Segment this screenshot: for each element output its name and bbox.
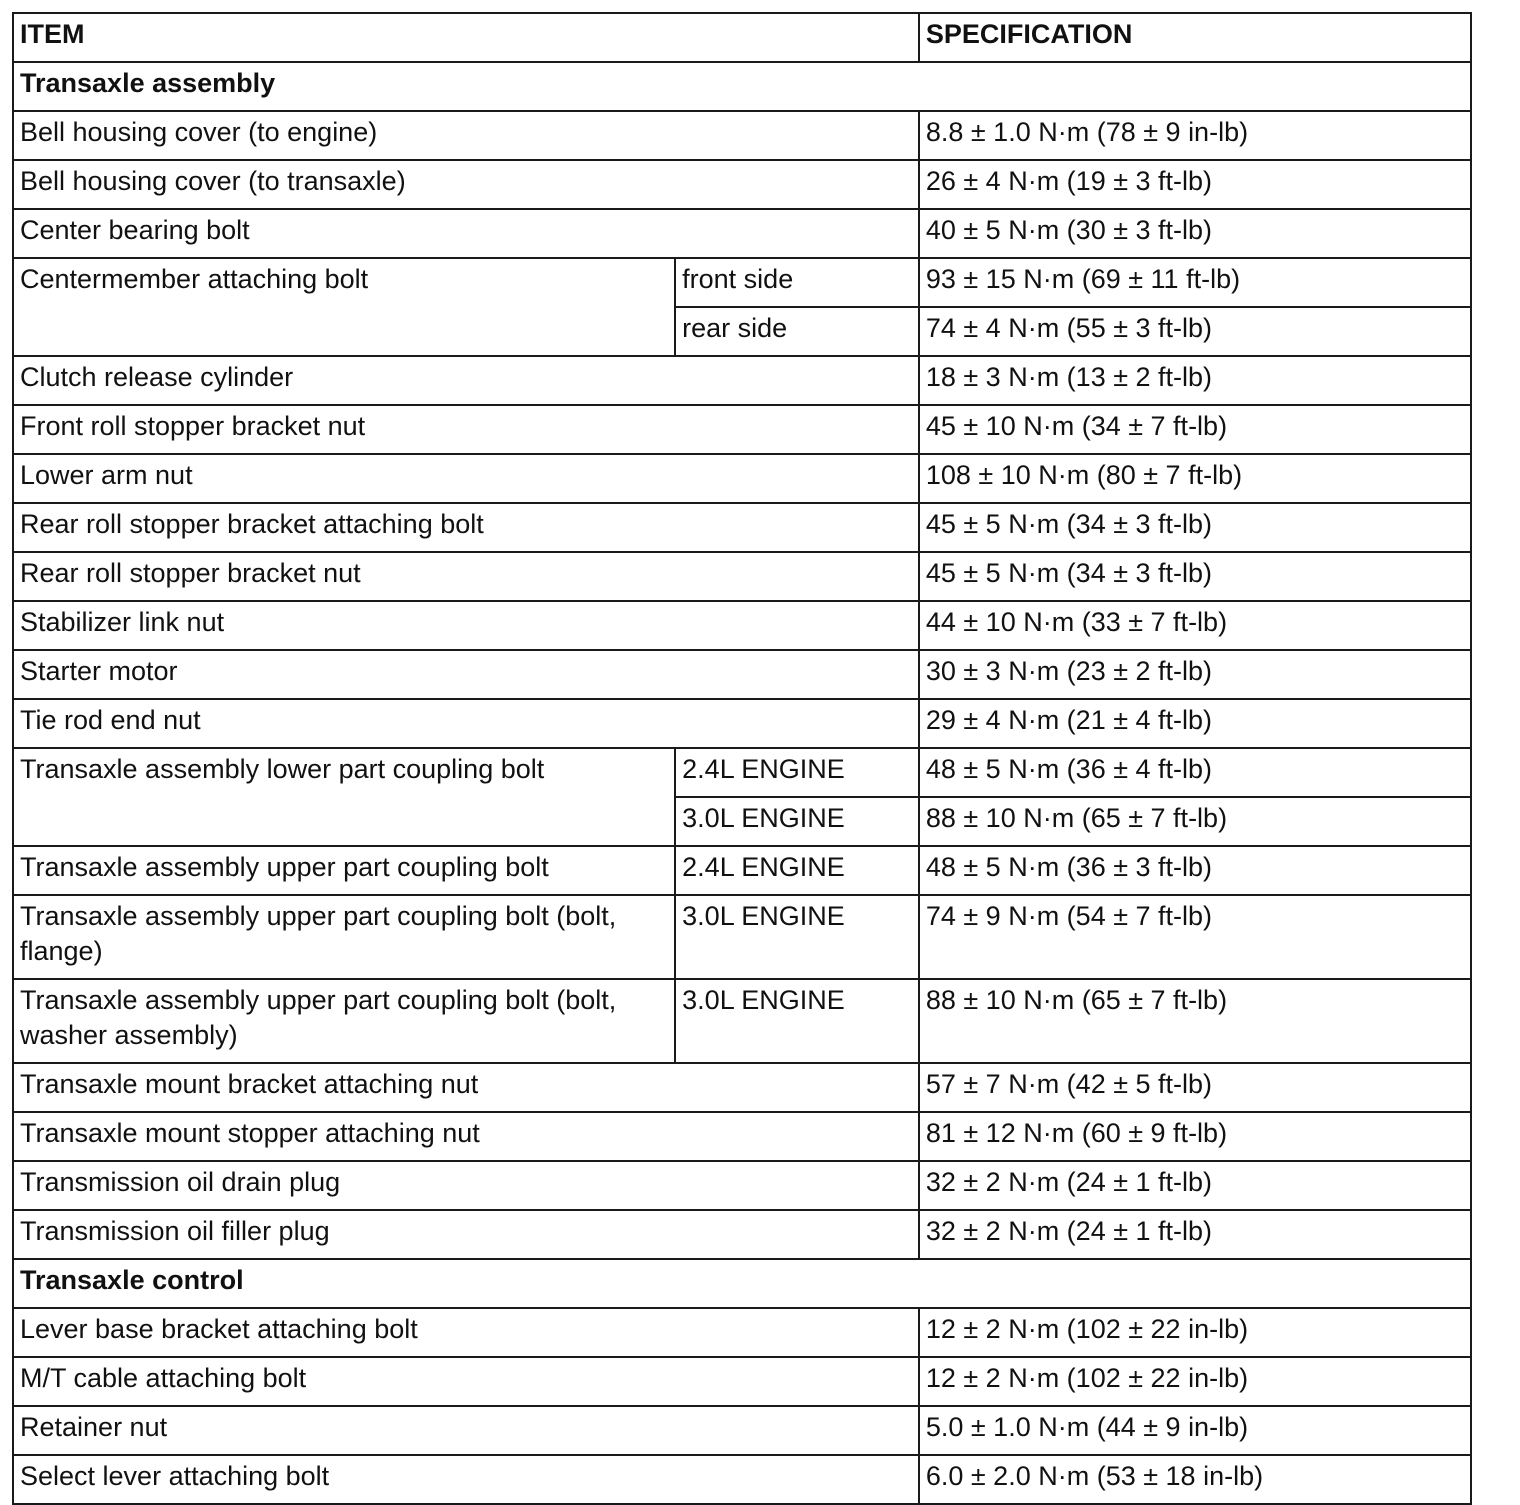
table-row [13, 1210, 1471, 1259]
spec-cell: 29 ± 4 N·m (21 ± 4 ft-lb) [919, 699, 1471, 748]
spec-cell: 45 ± 10 N·m (34 ± 7 ft-lb) [919, 405, 1471, 454]
spec-cell: 12 ± 2 N·m (102 ± 22 in-lb) [919, 1308, 1471, 1357]
item-column-header: ITEM [13, 13, 919, 62]
item-cell: Rear roll stopper bracket attaching bolt [13, 503, 919, 552]
table-row [13, 699, 1471, 748]
item-cell: Select lever attaching bolt [13, 1455, 919, 1504]
spec-cell: 57 ± 7 N·m (42 ± 5 ft-lb) [919, 1063, 1471, 1112]
item-cell: Stabilizer link nut [13, 601, 919, 650]
spec-cell: 88 ± 10 N·m (65 ± 7 ft-lb) [919, 979, 1471, 1063]
table-row [13, 356, 1471, 405]
table-row [13, 209, 1471, 258]
item-cell: Bell housing cover (to transaxle) [13, 160, 919, 209]
condition-cell: rear side [675, 307, 919, 356]
spec-cell: 18 ± 3 N·m (13 ± 2 ft-lb) [919, 356, 1471, 405]
spec-cell: 108 ± 10 N·m (80 ± 7 ft-lb) [919, 454, 1471, 503]
item-cell: Transmission oil drain plug [13, 1161, 919, 1210]
item-cell: Centermember attaching bolt [13, 258, 675, 356]
item-cell: Lower arm nut [13, 454, 919, 503]
spec-cell: 88 ± 10 N·m (65 ± 7 ft-lb) [919, 797, 1471, 846]
item-cell: Lever base bracket attaching bolt [13, 1308, 919, 1357]
spec-cell: 32 ± 2 N·m (24 ± 1 ft-lb) [919, 1210, 1471, 1259]
spec-cell: 26 ± 4 N·m (19 ± 3 ft-lb) [919, 160, 1471, 209]
item-cell: M/T cable attaching bolt [13, 1357, 919, 1406]
spec-cell: 12 ± 2 N·m (102 ± 22 in-lb) [919, 1357, 1471, 1406]
table-row [13, 454, 1471, 503]
item-cell: Clutch release cylinder [13, 356, 919, 405]
item-cell: Transaxle mount stopper attaching nut [13, 1112, 919, 1161]
spec-cell: 74 ± 4 N·m (55 ± 3 ft-lb) [919, 307, 1471, 356]
item-cell: Transaxle assembly lower part coupling bolt [13, 748, 675, 846]
spec-cell: 8.8 ± 1.0 N·m (78 ± 9 in-lb) [919, 111, 1471, 160]
table-row [13, 601, 1471, 650]
item-cell: Transaxle assembly upper part coupling bolt [13, 846, 675, 895]
table-row [13, 1063, 1471, 1112]
item-cell: Transaxle assembly upper part coupling bolt (bolt, flange) [13, 895, 675, 979]
spec-cell: 5.0 ± 1.0 N·m (44 ± 9 in-lb) [919, 1406, 1471, 1455]
table-row [13, 1112, 1471, 1161]
spec-cell: 81 ± 12 N·m (60 ± 9 ft-lb) [919, 1112, 1471, 1161]
section-title: Transaxle control [13, 1259, 1471, 1308]
table-row [13, 650, 1471, 699]
item-cell: Transaxle assembly upper part coupling bolt (bolt, washer assembly) [13, 979, 675, 1063]
item-cell: Rear roll stopper bracket nut [13, 552, 919, 601]
table-row [13, 503, 1471, 552]
torque-spec-table [12, 12, 1472, 1505]
spec-cell: 30 ± 3 N·m (23 ± 2 ft-lb) [919, 650, 1471, 699]
table-row [13, 748, 1471, 797]
condition-cell: 2.4L ENGINE [675, 846, 919, 895]
spec-cell: 93 ± 15 N·m (69 ± 11 ft-lb) [919, 258, 1471, 307]
spec-cell: 48 ± 5 N·m (36 ± 3 ft-lb) [919, 846, 1471, 895]
section-title: Transaxle assembly [13, 62, 1471, 111]
condition-cell: front side [675, 258, 919, 307]
item-cell: Center bearing bolt [13, 209, 919, 258]
table-row [13, 111, 1471, 160]
condition-cell: 3.0L ENGINE [675, 979, 919, 1063]
spec-cell: 44 ± 10 N·m (33 ± 7 ft-lb) [919, 601, 1471, 650]
section-header-row [13, 62, 1471, 111]
table-row [13, 160, 1471, 209]
item-cell: Bell housing cover (to engine) [13, 111, 919, 160]
table-row [13, 1161, 1471, 1210]
condition-cell: 3.0L ENGINE [675, 797, 919, 846]
table-row [13, 1308, 1471, 1357]
item-cell: Transaxle mount bracket attaching nut [13, 1063, 919, 1112]
condition-cell: 3.0L ENGINE [675, 895, 919, 979]
specification-column-header: SPECIFICATION [919, 13, 1471, 62]
spec-table-body [13, 62, 1471, 1504]
item-cell: Retainer nut [13, 1406, 919, 1455]
spec-cell: 45 ± 5 N·m (34 ± 3 ft-lb) [919, 503, 1471, 552]
table-row [13, 895, 1471, 979]
spec-cell: 6.0 ± 2.0 N·m (53 ± 18 in-lb) [919, 1455, 1471, 1504]
item-cell: Transmission oil filler plug [13, 1210, 919, 1259]
item-cell: Front roll stopper bracket nut [13, 405, 919, 454]
table-row [13, 1455, 1471, 1504]
table-row [13, 1357, 1471, 1406]
spec-cell: 40 ± 5 N·m (30 ± 3 ft-lb) [919, 209, 1471, 258]
item-cell: Tie rod end nut [13, 699, 919, 748]
table-row [13, 979, 1471, 1063]
section-header-row [13, 1259, 1471, 1308]
table-row [13, 258, 1471, 307]
condition-cell: 2.4L ENGINE [675, 748, 919, 797]
spec-cell: 74 ± 9 N·m (54 ± 7 ft-lb) [919, 895, 1471, 979]
table-row [13, 405, 1471, 454]
item-cell: Starter motor [13, 650, 919, 699]
table-row [13, 1406, 1471, 1455]
header-row [13, 13, 1471, 62]
table-row [13, 552, 1471, 601]
spec-cell: 45 ± 5 N·m (34 ± 3 ft-lb) [919, 552, 1471, 601]
spec-cell: 48 ± 5 N·m (36 ± 4 ft-lb) [919, 748, 1471, 797]
table-row [13, 846, 1471, 895]
spec-cell: 32 ± 2 N·m (24 ± 1 ft-lb) [919, 1161, 1471, 1210]
